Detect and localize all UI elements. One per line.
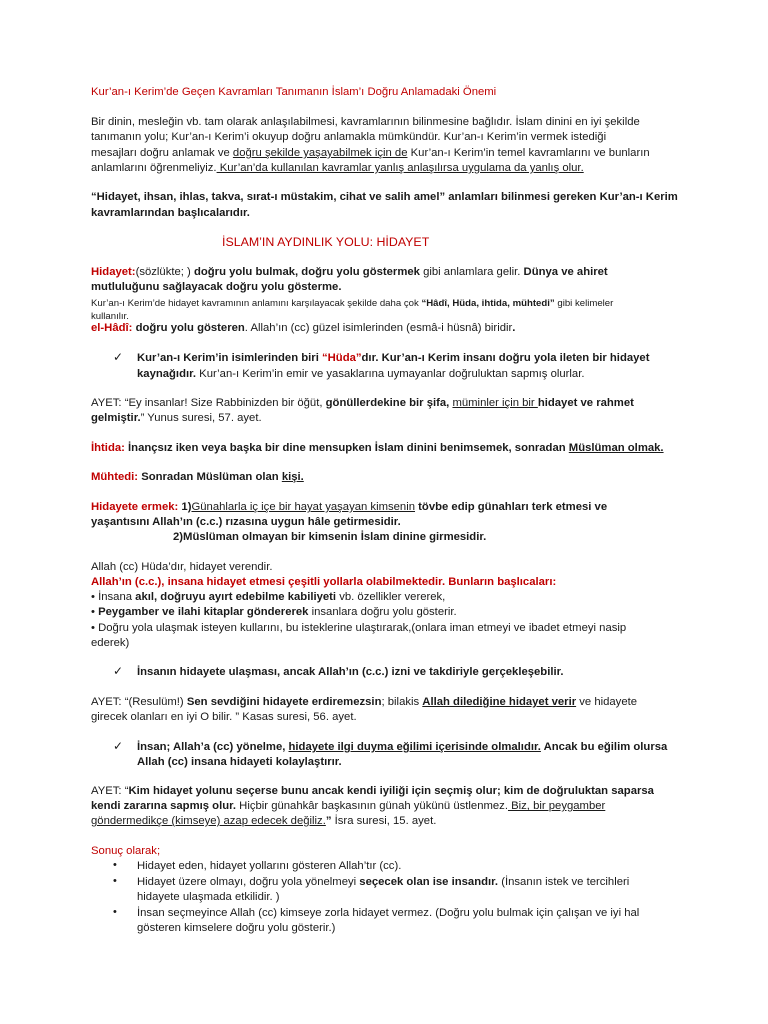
- intro-line-2: tanımanın yolu; Kur’an-ı Kerim’i okuyup doğru anlamakla mümkündür. Kur’an-ı Kerim’in vermek istediği: [91, 131, 607, 143]
- hidayet-definition: Hidayet:(sözlükte; ) doğru yolu bulmak, doğru yolu göstermek gibi anlamlara gelir. Dünya ve ahiret: [91, 266, 608, 278]
- bullet-icon: •: [113, 859, 117, 871]
- elhadi-definition: el-Hâdî: doğru yolu gösteren. Allah’ın (cc) güzel isimlerinden (esmâ-i hüsnâ) biridir.: [91, 322, 516, 334]
- sonuc-item-3: İnsan seçmeyince Allah (cc) kimseye zorla hidayet vermez. (Doğru yolu bulmak için çalışan ve iyi hal: [137, 907, 640, 919]
- way-3: • Doğru yola ulaşmak isteyen kullarını, bu isteklerine ulaştırarak,(onlara iman etmeyi ve ibadet etmeyi nasip: [91, 622, 627, 634]
- muhtedi-definition: Mühtedi: Sonradan Müslüman olan kişi.: [91, 471, 304, 483]
- way-3-continued: ederek): [91, 637, 130, 649]
- check1-line-2: kaynağıdır. Kur’an-ı Kerim’in emir ve yasaklarına uymayanlar doğruluktan sapmış olurlar.: [137, 368, 585, 380]
- ayet2-line-1: AYET: “(Resulüm!) Sen sevdiğini hidayete erdiremezsin; bilakis Allah dilediğine hidayet verir ve hidayete: [91, 696, 638, 708]
- key-concepts-line-1: “Hidayet, ihsan, ihlas, takva, sırat-ı müstakim, cihat ve salih amel” anlamları bilinmesi gereken Kur’an-ı Kerim: [91, 191, 678, 203]
- ways-heading: Allah’ın (c.c.), insana hidayet etmesi çeşitli yollarla olabilmektedir. Bunların başlıcaları:: [91, 576, 557, 588]
- check-icon: ✓: [113, 664, 124, 678]
- hidayet-note-2: kullanılır.: [91, 311, 129, 322]
- check2-line: İnsanın hidayete ulaşması, ancak Allah’ın (c.c.) izni ve takdiriyle gerçekleşebilir.: [137, 666, 564, 678]
- sonuc-item-3-continued: gösteren kimselere doğru yolu gösterir.): [137, 922, 336, 934]
- intro-line-3: mesajları doğru anlamak ve doğru şekilde yaşayabilmek için de Kur’an-ı Kerim’in temel kavramlarını ve bunların: [91, 147, 650, 159]
- hidayet-definition-2: mutluluğunu sağlayacak doğru yolu gösterme.: [91, 281, 342, 293]
- ayet3-line-2: kendi zararına sapmış olur. Hiçbir günahkâr başkasının günah yükünü üstlenmez. Biz, bir peygamber: [91, 800, 606, 812]
- hidayete-ermek-line-1: Hidayete ermek: 1)Günahlarla iç içe bir hayat yaşayan kimsenin tövbe edip günahları terk etmesi ve: [91, 501, 608, 513]
- hidayet-note-1: Kur’an-ı Kerim’de hidayet kavramının anlamını karşılayacak şekilde daha çok “Hâdî, Hüda, ihtida, mühtedi” gibi kelimeler: [91, 298, 614, 309]
- key-concepts-line-2: kavramlarından başlıcalarıdır.: [91, 207, 250, 219]
- ihtida-definition: İhtida: İnançsız iken veya başka bir dine mensupken İslam dinini benimsemek, sonradan Müslüman olmak.: [91, 442, 664, 454]
- sonuc-heading: Sonuç olarak;: [91, 845, 161, 857]
- check3-line-1: İnsan; Allah’a (cc) yönelme, hidayete ilgi duyma eğilimi içerisinde olmalıdır. Ancak bu eğilim olursa: [137, 741, 668, 753]
- bullet-icon: •: [113, 875, 117, 887]
- huda-line: Allah (cc) Hüda’dır, hidayet verendir.: [91, 561, 273, 573]
- intro-line-4: anlamlarını öğrenmeliyiz. Kur’an’da kullanılan kavramlar yanlış anlaşılırsa uygulama da yanlış olur.: [91, 162, 584, 174]
- bullet-icon: •: [113, 906, 117, 918]
- hidayete-ermek-line-3: 2)Müslüman olmayan bir kimsenin İslam dinine girmesidir.: [173, 531, 487, 543]
- check1-line-1: Kur’an-ı Kerim’in isimlerinden biri “Hüda”dır. Kur’an-ı Kerim insanı doğru yola ileten bir hidayet: [137, 352, 650, 364]
- sonuc-item-2-continued: hidayete ulaşmada etkilidir. ): [137, 891, 280, 903]
- ayet1-line-2: gelmiştir.” Yunus suresi, 57. ayet.: [91, 412, 262, 424]
- check-icon: ✓: [113, 739, 124, 753]
- ayet3-line-1: AYET: “Kim hidayet yolunu seçerse bunu ancak kendi iyiliği için seçmiş olur; kim de doğruluktan saparsa: [91, 785, 654, 797]
- hidayete-ermek-line-2: yaşantısını Allah’ın (c.c.) rızasına uygun hâle getirmesidir.: [91, 516, 401, 528]
- document-title: Kur’an-ı Kerim’de Geçen Kavramları Tanımanın İslam’ı Doğru Anlamadaki Önemi: [91, 86, 497, 98]
- sonuc-item-2: Hidayet üzere olmayı, doğru yola yönelmeyi seçecek olan ise insandır. (İnsanın istek ve tercihleri: [137, 876, 630, 888]
- section-heading: İSLAM’IN AYDINLIK YOLU: HİDAYET: [222, 235, 430, 249]
- check-icon: ✓: [113, 350, 124, 364]
- way-1: • İnsana akıl, doğruyu ayırt edebilme kabiliyeti vb. özellikler vererek,: [91, 591, 446, 603]
- check3-line-2: Allah (cc) insana hidayeti kolaylaştırır.: [137, 756, 342, 768]
- sonuc-item-1: Hidayet eden, hidayet yollarını gösteren Allah’tır (cc).: [137, 860, 402, 872]
- ayet1-line-1: AYET: “Ey insanlar! Size Rabbinizden bir öğüt, gönüllerdekine bir şifa, müminler için bir hidayet ve rahmet: [91, 397, 634, 409]
- way-2: • Peygamber ve ilahi kitaplar göndererek insanlara doğru yolu gösterir.: [91, 606, 457, 618]
- intro-line-1: Bir dinin, mesleğin vb. tam olarak anlaşılabilmesi, kavramlarının bilinmesine bağlıdır. İslam dinini en iyi şekilde: [91, 116, 640, 128]
- ayet2-line-2: girecek olanları en iyi O bilir. ” Kasas suresi, 56. ayet.: [91, 711, 357, 723]
- ayet3-line-3: göndermedikçe (kimseye) azap edecek değiliz.” İsra suresi, 15. ayet.: [91, 815, 437, 827]
